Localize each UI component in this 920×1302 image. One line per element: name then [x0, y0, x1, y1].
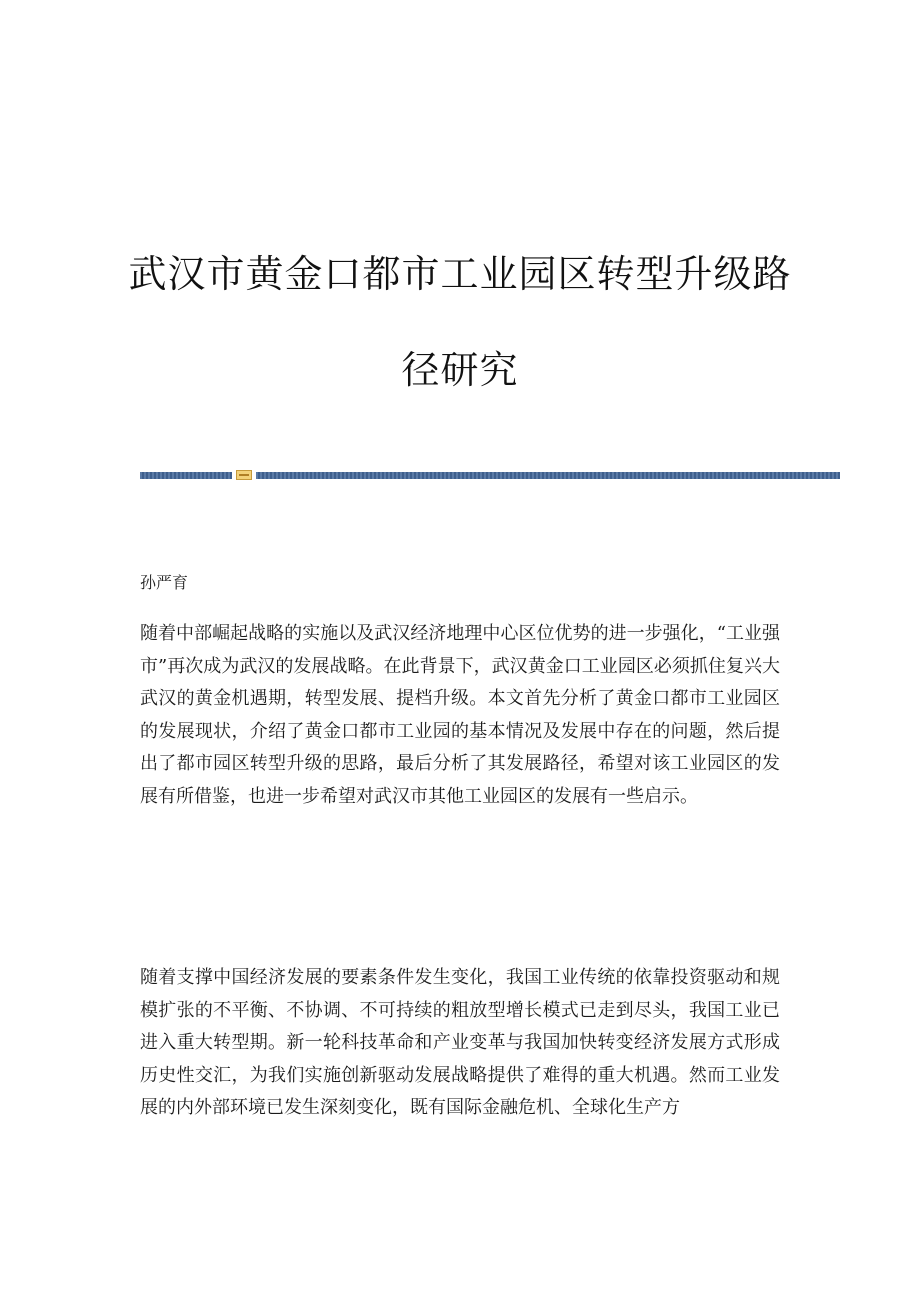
- author-name: 孙严育: [140, 573, 189, 592]
- body-paragraph: 随着支撑中国经济发展的要素条件发生变化，我国工业传统的依靠投资驱动和规模扩张的不平衡、不协调、不可持续的粗放型增长模式已走到尽头，我国工业已进入重大转型期。新一轮科技革命和产业变革与我国加快转变经济发展方式形成历史性交汇，为我们实施创新驱动发展战略提供了难得的重大机遇。然而工业发展的内外部环境已发生深刻变化，既有国际金融危机、全球化生产方: [140, 967, 780, 1118]
- document-title-line-1: 武汉市黄金口都市工业园区转型升级路: [128, 252, 792, 297]
- title-divider: [140, 470, 840, 480]
- divider-ornament-icon: [236, 470, 252, 480]
- divider-bar-left: [140, 472, 232, 479]
- abstract-paragraph: 随着中部崛起战略的实施以及武汉经济地理中心区位优势的进一步强化，“工业强市”再次成为武汉的发展战略。在此背景下，武汉黄金口工业园区必须抓住复兴大武汉的黄金机遇期，转型发展、提档升级。本文首先分析了黄金口都市工业园区的发展现状，介绍了黄金口都市工业园的基本情况及发展中存在的问题，然后提出了都市园区转型升级的思路，最后分析了其发展路径，希望对该工业园区的发展有所借鉴，也进一步希望对武汉市其他工业园区的发展有一些启示。: [140, 623, 780, 807]
- document-title-line-2: 径研究: [401, 348, 519, 393]
- divider-bar-right: [256, 472, 840, 479]
